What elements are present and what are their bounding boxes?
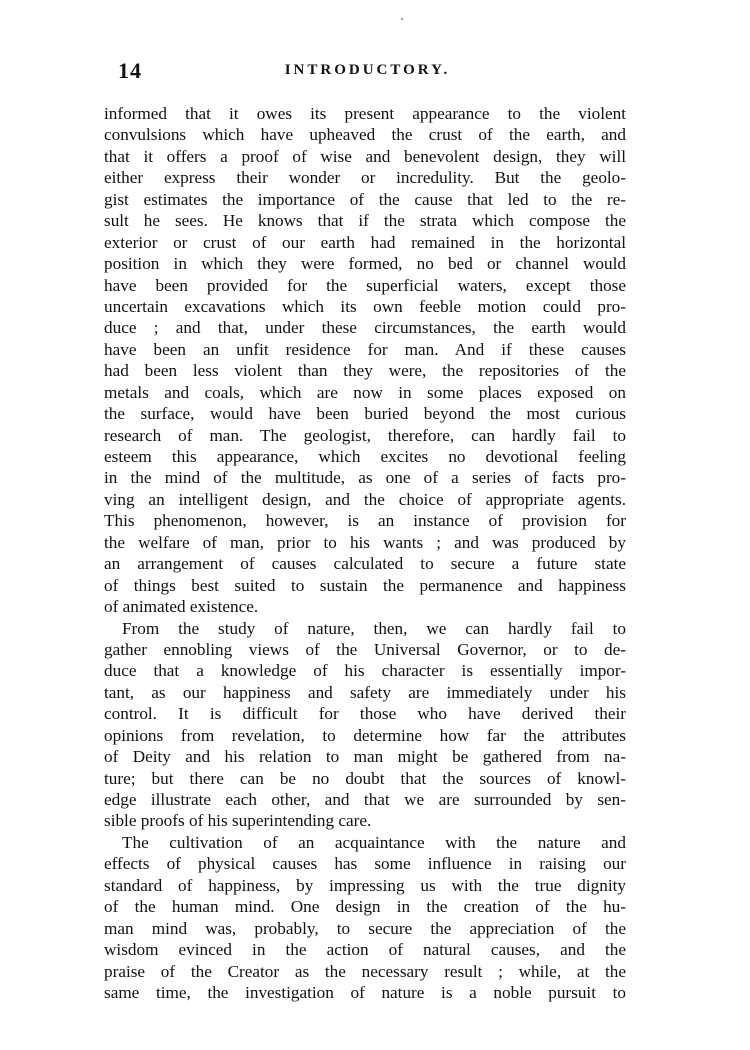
text-line: of things best suited to sustain the permanence and happiness (104, 575, 626, 595)
text-line: praise of the Creator as the necessary result ; while, at the (104, 961, 626, 981)
text-line: the surface, would have been buried beyond the most curious (104, 404, 626, 424)
running-head: INTRODUCTORY. (284, 62, 451, 78)
text-line: man mind was, probably, to secure the appreciation of the (104, 918, 626, 938)
text-line: gather ennobling views of the Universal Governor, or to de- (104, 639, 626, 659)
paragraph (104, 103, 626, 618)
text-line: sult he sees. He knows that if the strata which compose the (104, 211, 626, 231)
text-line: of animated existence. (104, 597, 259, 617)
text-line: in the mind of the multitude, as one of a series of facts pro- (104, 468, 626, 488)
text-line: that it offers a proof of wise and benevolent design, they will (104, 146, 626, 166)
text-line: ture; but there can be no doubt that the sources of knowl- (104, 768, 626, 788)
text-line: have been provided for the superficial waters, except those (104, 275, 626, 295)
text-line: wisdom evinced in the action of natural causes, and the (104, 940, 626, 960)
text-line: of Deity and his relation to man might be gathered from na- (104, 747, 626, 767)
text-line: had been less violent than they were, the repositories of the (104, 361, 626, 381)
text-line: effects of physical causes has some influence in raising our (104, 854, 626, 874)
stray-ink-mark (401, 18, 403, 20)
text-line: ving an intelligent design, and the choice of appropriate agents. (104, 489, 626, 509)
text-line: exterior or crust of our earth had remained in the horizontal (104, 232, 626, 252)
text-line: same time, the investigation of nature is a noble pursuit to (104, 982, 626, 1002)
page-number: 14 (118, 58, 142, 83)
text-line: esteem this appearance, which excites no devotional feeling (104, 447, 626, 466)
body-text (104, 103, 626, 1003)
text-line: This phenomenon, however, is an instance of provision for (104, 511, 626, 531)
text-line: convulsions which have upheaved the crust of the earth, and (104, 125, 626, 145)
text-line: standard of happiness, by impressing us with the true dignity (104, 875, 626, 895)
text-line: The cultivation of an acquaintance with the nature and (122, 832, 626, 852)
paragraph (104, 832, 626, 1004)
text-line: tant, as our happiness and safety are immediately under his (104, 682, 626, 702)
text-line: uncertain excavations which its own feeble motion could pro- (104, 296, 626, 316)
text-line: edge illustrate each other, and that we are surrounded by sen- (104, 790, 626, 809)
text-line: the welfare of man, prior to his wants ; and was produced by (104, 532, 626, 552)
text-line: informed that it owes its present appearance to the violent (104, 104, 626, 123)
text-line: metals and coals, which are now in some places exposed on (104, 382, 626, 402)
text-line: research of man. The geologist, therefore, can hardly fail to (104, 425, 626, 445)
text-line: position in which they were formed, no bed or channel would (104, 254, 626, 274)
text-line: of the human mind. One design in the creation of the hu- (104, 897, 626, 917)
text-line: control. It is difficult for those who have derived their (104, 704, 626, 724)
text-line: From the study of nature, then, we can hardly fail to (122, 618, 626, 638)
text-line: either express their wonder or incredulity. But the geolo- (104, 168, 626, 188)
text-line: gist estimates the importance of the cause that led to the re- (104, 189, 626, 209)
text-line: duce that a knowledge of his character is essentially impor- (104, 661, 626, 681)
text-line: an arrangement of causes calculated to secure a future state (104, 554, 626, 574)
text-line: have been an unfit residence for man. And if these causes (104, 339, 626, 359)
text-line: sible proofs of his superintending care. (104, 811, 372, 831)
text-line: opinions from revelation, to determine how far the attributes (104, 725, 626, 745)
paragraph (104, 618, 626, 832)
page-header (100, 58, 635, 90)
text-line: duce ; and that, under these circumstances, the earth would (104, 318, 626, 338)
